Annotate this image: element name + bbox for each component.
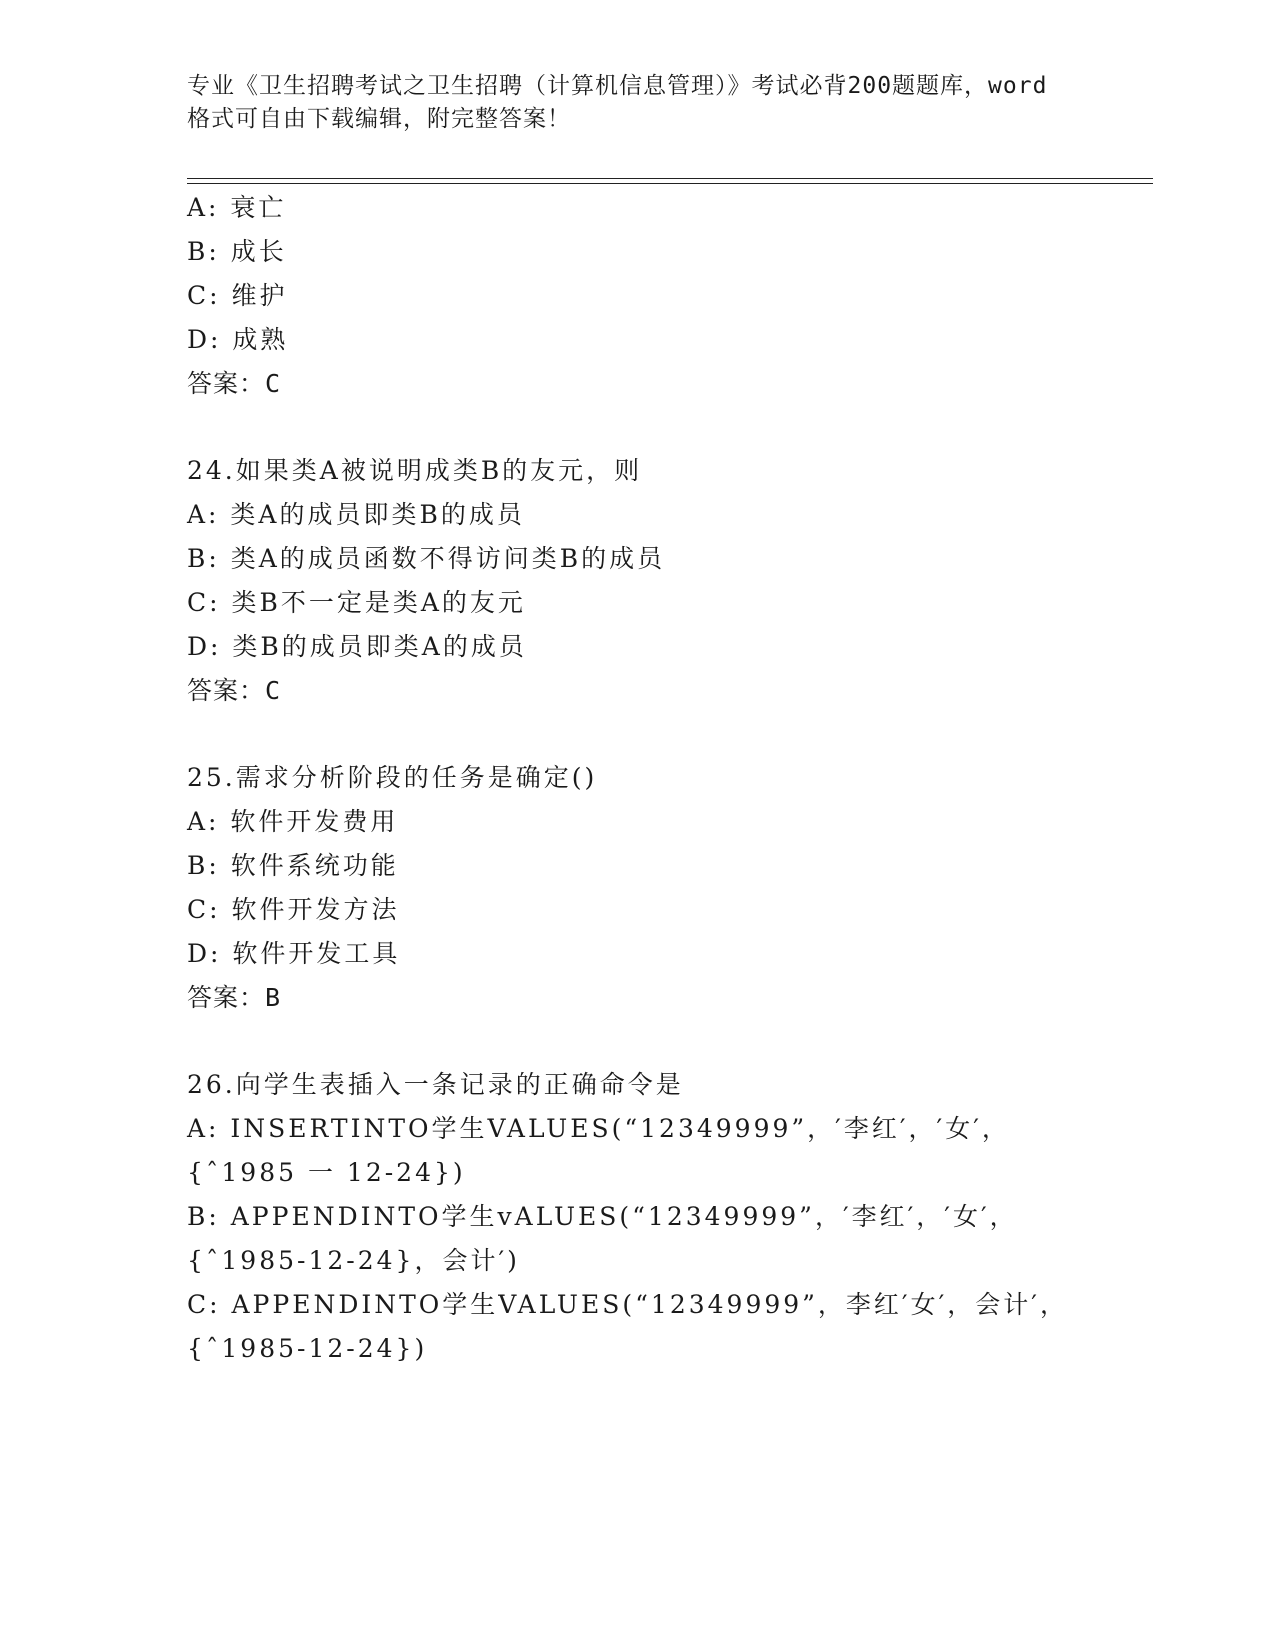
q24-question: 24.如果类A被说明成类B的友元，则 (187, 456, 643, 485)
q26-option-b-line-2: {ˆ1985-12-24}，会计′) (187, 1246, 520, 1275)
q25-question: 25.需求分析阶段的任务是确定() (187, 763, 598, 792)
header-rule-bottom (187, 183, 1153, 184)
q23-option-d: D: 成熟 (187, 325, 289, 354)
header-rule-top (187, 178, 1153, 179)
header-line-2: 格式可自由下载编辑，附完整答案！ (187, 106, 571, 132)
q24-option-c: C: 类B不一定是类A的友元 (187, 588, 526, 617)
q24-answer: 答案：C (187, 676, 282, 705)
q26-option-c-line-2: {ˆ1985-12-24}) (187, 1334, 428, 1363)
q25-option-b: B: 软件系统功能 (187, 851, 399, 880)
q24-option-b: B: 类A的成员函数不得访问类B的成员 (187, 544, 666, 573)
q25-option-a: A: 软件开发费用 (187, 807, 399, 836)
q23-option-c: C: 维护 (187, 281, 288, 310)
q24-option-d: D: 类B的成员即类A的成员 (187, 632, 527, 661)
q23-option-a: A: 衰亡 (187, 193, 287, 222)
q25-answer: 答案：B (187, 983, 282, 1012)
document-header (187, 70, 1087, 136)
q26-option-a-line-2: {ˆ1985 一 12-24}) (187, 1158, 466, 1187)
q23-option-b: B: 成长 (187, 237, 287, 266)
q26-question: 26.向学生表插入一条记录的正确命令是 (187, 1070, 684, 1099)
q26-option-c-line-1: C: APPENDINTO学生VALUES(“12349999”，李红′女′，会计′， (187, 1290, 1068, 1319)
q26-option-b-line-1: B: APPENDINTO学生vALUES(“12349999”，′李红′，′女′， (187, 1202, 1018, 1231)
q23-answer: 答案：C (187, 369, 282, 398)
q25-option-c: C: 软件开发方法 (187, 895, 400, 924)
q24-option-a: A: 类A的成员即类B的成员 (187, 500, 525, 529)
q25-option-d: D: 软件开发工具 (187, 939, 401, 968)
q26-option-a-line-1: A: INSERTINTO学生VALUES(“12349999”，′李红′，′女′， (187, 1114, 1010, 1143)
header-line-1: 专业《卫生招聘考试之卫生招聘（计算机信息管理）》考试必背200题题库，word (187, 73, 1048, 99)
